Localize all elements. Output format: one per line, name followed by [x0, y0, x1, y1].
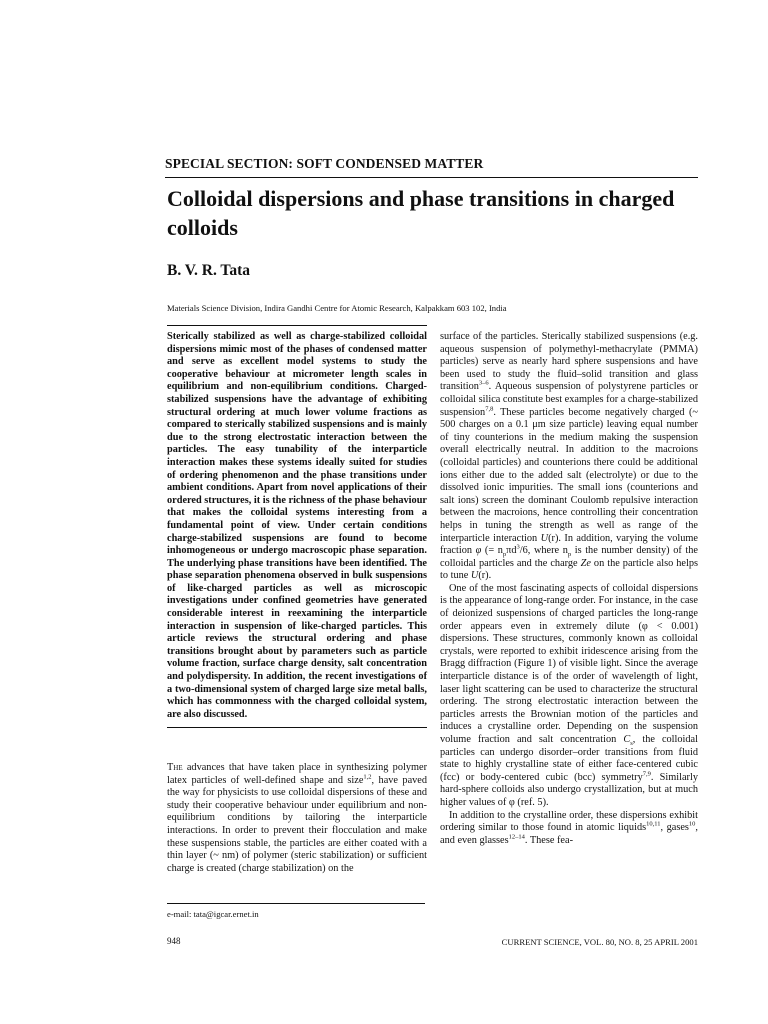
footnote-rule	[167, 903, 425, 904]
text-span: (r).	[478, 570, 492, 582]
text-span: . Similarly hard-sphere colloids also undergo crystallization, but at much higher values of φ (ref. 5).	[440, 771, 698, 808]
intro-text-2: , have paved the way for physicists to use colloidal dispersions of these and study their cooperative behaviour under equilibrium and non-equilibrium conditions by tailoring the interparticle interactions. In order to prevent their flocculation and make these suspensions stable, the particles are either coated with a thin layer (~ nm) of polymer (steric stabilization) or sufficient charge is created (charge stabilization) on the	[167, 774, 428, 874]
math-symbol: φ	[475, 545, 482, 557]
abstract	[167, 325, 427, 728]
math-symbol: Ze	[580, 557, 591, 569]
text-span: surface of the particles. Sterically stabilized suspensions (e.g. aqueous suspension of polymethyl-methacrylate (PMMA) particles) serve as nearly hard sphere suspensions and have been used to study the fluid–solid transition and glass transition	[440, 331, 698, 393]
subscript: s	[630, 740, 633, 748]
citation: 3–6	[478, 379, 489, 387]
page-number: 948	[167, 936, 181, 946]
superscript: 3	[516, 543, 520, 551]
math-symbol: U	[470, 570, 479, 582]
text-span: One of the most fascinating aspects of colloidal dispersions is the appearance of long-range order. For instance, in the case of deionized suspensions of charged particles the long-range order appears even in extremely dilute (φ < 0.001) dispersions. These structures, commonly known as colloidal crystals, were reported to exhibit iridescence arising from the Bragg diffraction (Figure 1) of visible light. Since the average interparticle distance is of the order of wavelength of light, laser light scattering can be used to characterize the structural ordering. The strong electrostatic interaction between the particles arrests the Brownian motion of the particles and induces a crystalline order. Depending on the suspension volume fraction and salt concentration	[440, 582, 698, 745]
email-footnote: e-mail: tata@igcar.ernet.in	[167, 909, 259, 919]
intro-lead: The	[167, 762, 183, 773]
citation: 7,9	[642, 770, 651, 778]
citation: 7,8	[485, 405, 494, 413]
text-span: , gases	[660, 822, 689, 834]
author: B. V. R. Tata	[167, 262, 250, 279]
citation: 1,2	[363, 773, 372, 781]
header-rule	[165, 177, 698, 178]
journal-footer: CURRENT SCIENCE, VOL. 80, NO. 8, 25 APRIL 2001	[501, 937, 698, 947]
paragraph-2	[440, 583, 698, 810]
subscript: p	[567, 551, 572, 559]
text-span: . Aqueous suspension of polystyrene particles or colloidal silica constitute best examples for a charge-stabilized suspension	[440, 381, 699, 418]
text-span: /6, where n	[519, 545, 568, 557]
text-span: on the particle also helps to tune	[440, 557, 698, 582]
text-span: , and even glasses	[440, 822, 698, 846]
intro-paragraph	[167, 762, 427, 875]
subscript: p	[502, 551, 507, 559]
right-column	[440, 331, 698, 847]
citation: 10,11	[646, 820, 661, 828]
text-span: , the colloidal particles can undergo disorder–order transitions from fluid state to highly crystalline state of either face-centered cubic (fcc) or body-centered cubic (bcc) symmetry	[440, 734, 698, 783]
text-span: . These particles become negatively charged (~ 500 charges on a 0.1 μm size particle) leaving equal number of tiny counterions in the medium making the suspension overall electrically neutral. In addition to the macroions (colloidal particles) and counterions there could be additional ions either due to the added salt (electrolyte) or due to the dissolved ionic impurities. The small ions (counterions and salt ions) screen the dominant Coulomb repulsive interaction between the macroions, hence controlling their concentration helps in tuning the strength as well as range of the interparticle interaction	[440, 406, 698, 544]
paragraph-3	[440, 810, 698, 848]
paragraph-1	[440, 331, 698, 583]
section-header: SPECIAL SECTION: SOFT CONDENSED MATTER	[165, 156, 484, 171]
math-symbol: U	[540, 532, 549, 544]
abstract-text: Sterically stabilized as well as charge-stabilized colloidal dispersions mimic most of the phases of condensed matter and serve as excellent model systems to study the cooperative behaviour at micrometer length scales in equilibrium and non-equilibrium conditions. Charged-stabilized suspensions have the advantage of exhibiting structural ordering at much lower volume fractions as compared to sterically stabilized suspensions and is mainly due to the strong electrostatic interaction between the particles. The easy tunability of the interparticle interaction makes these systems ideally suited for studies of ordering phenomenon and the phase transitions under ambient conditions. Apart from novel applications of their ordered structures, it is the richness of the phase behaviour that makes the colloidal systems interesting from a fundamental point of view. Under certain conditions charge-stabilized suspensions are found to become inhomogeneous or undergo macroscopic phase separation. The underlying phase transitions have been identified. The phase separation phenomena observed in bulk suspensions of like-charged particles as well as microscopic investigations under confined geometries have generated considerable interest in reexamining the interparticle interaction in suspension of like-charged particles. This article reviews the structural ordering and phase transitions brought about by parameters such as particle volume fraction, surface charge density, salt concentration and polydispersity. In addition, the recent investigations of a two-dimensional system of charged large size metal balls, which has commonness with the charged colloidal system, are also discussed.	[167, 331, 427, 720]
article-title: Colloidal dispersions and phase transitions in charged colloids	[167, 186, 675, 240]
text-span: In addition to the crystalline order, these dispersions exhibit ordering similar to those found in atomic liquids	[440, 809, 698, 834]
text-span: is the number density) of the colloidal particles and the charge	[440, 545, 698, 569]
math-symbol: C	[623, 734, 631, 745]
text-span: (= n	[481, 545, 503, 557]
text-span: πd	[506, 545, 517, 557]
affiliation: Materials Science Division, Indira Gandhi Centre for Atomic Research, Kalpakkam 603 102, India	[167, 303, 507, 313]
intro-text-1: advances that have taken place in synthesizing polymer latex particles of well-defined shape and size	[167, 762, 427, 786]
text-span: (r). In addition, varying the volume fraction	[440, 532, 698, 557]
citation: 10	[688, 820, 696, 828]
citation: 12–14	[508, 833, 525, 841]
text-span: . These fea-	[524, 834, 573, 846]
